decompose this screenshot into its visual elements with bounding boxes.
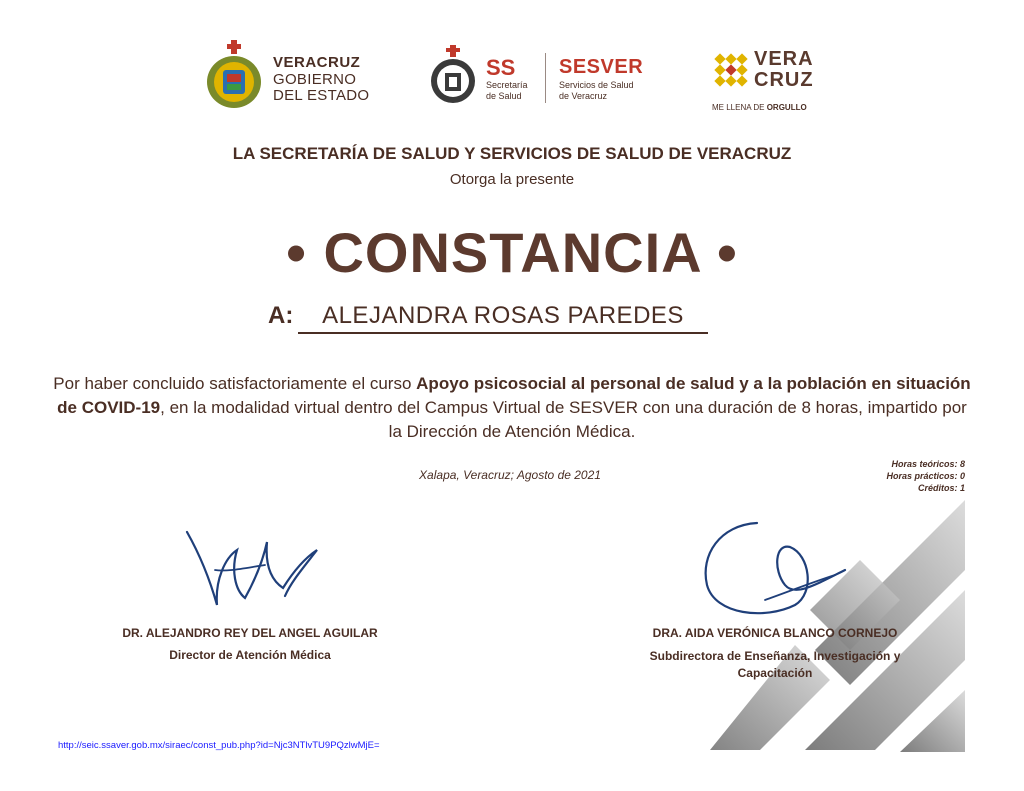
gobierno-line1: VERACRUZ [273,54,361,71]
gobierno-line3: DEL ESTADO [273,87,370,104]
sesver-label: SESVER [559,56,644,78]
verification-link[interactable]: http://seic.ssaver.gob.mx/siraec/const_pub.php?id=Njc3NTlvTU9PQzlwMjE= [58,740,380,751]
signatory-right-name: DRA. AIDA VERÓNICA BLANCO CORNEJO [652,626,898,640]
cruz-text: CRUZ [754,69,814,91]
recipient-name: ALEJANDRA ROSAS PAREDES [298,302,708,334]
veracruz-pattern-icon [712,51,750,89]
hours-credits [820,458,965,494]
orgullo-tagline: ME LLENA DE ORGULLO [712,103,807,112]
issuer-subheading: Otorga la presente [449,171,575,188]
body-intro: Por haber concluido satisfactoriamente el curso [53,374,417,393]
veracruz-orgullo-logo [710,45,830,117]
ss-sesver-logo [428,45,668,107]
sesver-sublabel: Servicios de Salud de Veracruz [559,80,634,101]
ss-sublabel: Secretaría de Salud [486,80,528,101]
recipient-label: A: [268,302,294,329]
veracruz-coat-of-arms-icon [203,40,265,110]
certificate-body [50,372,974,444]
signatory-left-name: DR. ALEJANDRO REY DEL ANGEL AGUILAR [122,626,378,640]
vera-text: VERA [754,48,814,70]
ss-crest-icon [428,45,478,107]
veracruz-gobierno-logo [203,40,378,110]
course-name: Apoyo psicosocial al personal de salud y a la población en situación de COVID-19 [57,374,971,417]
signature-left [115,510,335,620]
signature-right [695,515,855,625]
place-date: Xalapa, Veracruz; Agosto de 2021 [419,468,601,482]
certificate-title: • CONSTANCIA • [286,221,738,284]
credits: Créditos: 1 [917,483,965,493]
hours-practice: Horas prácticos: 0 [886,471,965,481]
ss-label: SS [486,55,516,80]
hours-theory: Horas teóricos: 8 [891,459,965,469]
logo-divider [545,53,546,103]
gobierno-line2: GOBIERNO [273,71,357,88]
signatory-right-role: Subdirectora de Enseñanza, Investigación y Capacitación [649,649,901,680]
body-rest: , en la modalidad virtual dentro del Campus Virtual de SESVER con una duración de 8 horas, impartido por la Dirección de Atención Médica. [160,398,967,441]
signatory-left-role: Director de Atención Médica [169,648,331,662]
issuer-heading: LA SECRETARÍA DE SALUD Y SERVICIOS DE SALUD DE VERACRUZ [232,144,792,163]
